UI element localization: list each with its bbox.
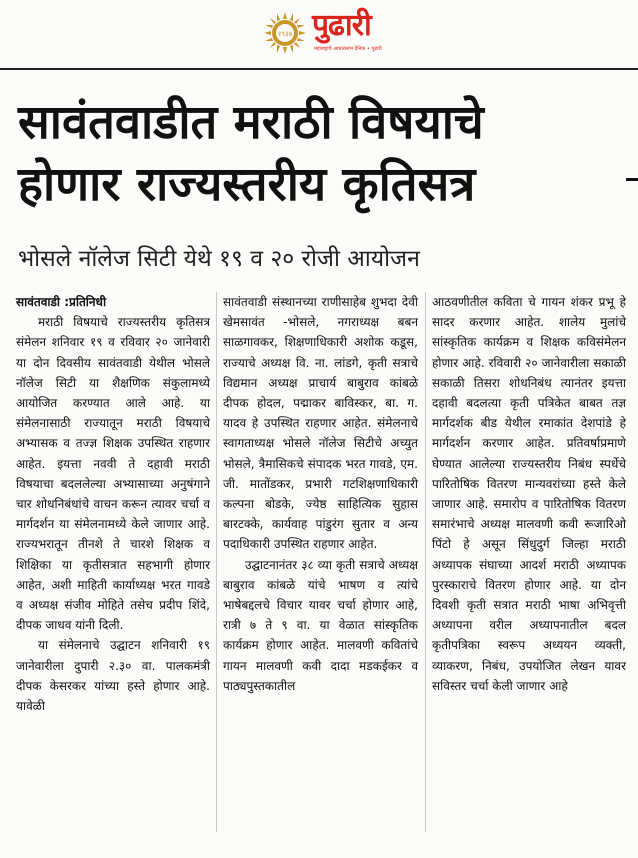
masthead-rule xyxy=(0,68,638,70)
column-divider xyxy=(425,292,426,832)
column-1-paragraph-2: या संमेलनाचे उद्घाटन शनिवारी १९ जानेवारीला दुपारी २.३० वा. पालकमंत्री दीपक केसरकर यांच्या हस्ते होणार आहे. यावेळी xyxy=(16,638,210,714)
edge-mark xyxy=(626,178,638,181)
column-divider xyxy=(216,292,217,832)
masthead xyxy=(0,0,638,66)
article-column-3 xyxy=(432,292,626,696)
column-2-paragraph-1: सावंतवाडी संस्थानच्या राणीसाहेब शुभदा देवी खेमसावंत -भोसले, नगराध्यक्ष बबन साळगावकर, शिक्षणाधिकारी अशोक कडूस, राज्याचे अध्यक्ष वि. ना. लांडगे, कृती सत्राचे विद्यमान अध्यक्ष प्राचार्य बाबुराव कांबळे दीपक होदल, पद्माकर बाविस्कर, बा. ग. यादव हे उपस्थित राहणार आहेत. संमेलनाचे स्वागताध्यक्ष भोसले नॉलेज सिटीचे अच्युत भोसले, त्रैमासिकचे संपादक भरत गावडे, एम. जी. मातोंडकर, प्रभारी गटशिक्षणाधिकारी कल्पना बोडके, ज्येष्ठ साहित्यिक सुहास बारटक्के, कार्यवाह पांडुरंग सुतार व अन्य पदाधिकारी उपस्थित राहणार आहेत. xyxy=(223,295,418,552)
column-3-paragraph-1: आठवणीतील कविता चे गायन शंकर प्रभू हे सादर करणार आहेत. शालेय मुलांचे सांस्कृतिक कार्यक्रम व शिक्षक कविसंमेलन होणार आहे. रविवारी २० जानेवारीला सकाळी सकाळी तिसरा शोधनिबंध त्यानंतर इयत्ता दहावी बदलत्या कृती पत्रिकेत बाबत तज्ञ मार्गदर्शक बीड येथील रमाकांत देशपांडे हे मार्गदर्शन करणार आहेत. प्रतिवर्षाप्रमाणे घेण्यात आलेल्या राज्यस्तरीय निबंध स्पर्धेचे पारितोषिक वितरण मान्यवरांच्या हस्ते केले जाणार आहे. समारोप व पारितोषिक वितरण समारंभाचे अध्यक्ष मालवणी कवी रूजारिओ पिंटो हे असून सिंधुदुर्ग जिल्हा मराठी अध्यापक संघाच्या आदर्श मराठी अध्यापक पुरस्काराचे वितरण होणार आहे. या दोन दिवशी कृती सत्रात मराठी भाषा अभिवृत्ती अध्यापना वरील अध्यापनातील बदल कृतीपत्रिका स्वरूप अध्ययन व्यक्ती, व्याकरण, निबंध, उपयोजित लेखन यावर सविस्तर चर्चा केली जाणार आहे xyxy=(432,295,626,693)
seal-year: १९३७ xyxy=(277,30,293,38)
column-2-paragraph-2: उद्घाटनानंतर ३८ व्या कृती सत्राचे अध्यक्ष बाबुराव कांबळे यांचे भाषण व त्यांचे भाषेबद्दलचे विचार यावर चर्चा होणार आहे, रात्री ७ ते ९ वा. या वेळात सांस्कृतिक कार्यक्रम होणार आहेत. मालवणी कवितांचे गायन मालवणी कवी दादा मडकईकर व पाठ्यपुस्तकातील xyxy=(223,557,418,693)
newspaper-seal-icon xyxy=(262,10,308,56)
article-subhead: भोसले नॉलेज सिटी येथे १९ व २० रोजी आयोजन xyxy=(18,246,420,272)
article-column-2 xyxy=(223,292,418,696)
brand-tagline: महाराष्ट्राचे आधारस्तंभ दैनिक • पुढारी xyxy=(314,46,382,52)
headline-line-1: सावंतवाडीत मराठी विषयाचे xyxy=(18,95,484,150)
column-1-paragraph-1: मराठी विषयाचे राज्यस्तरीय कृतिसत्र संमेलन शनिवार १९ व रविवार २० जानेवारी या दोन दिवसीय सावंतवाडी येथील भोसले नॉलेज सिटी या शैक्षणिक संकुलामध्ये आयोजित करण्यात आले आहे. या संमेलनासाठी राज्यातून मराठी विषयाचे अभ्यासक व तज्ज्ञ शिक्षक उपस्थित राहणार आहेत. इयत्ता नववी ते दहावी मराठी विषयाचा बदललेल्या अभ्यासाच्या अनुषंगाने चार शोधनिबंधांचे वाचन करून त्यावर चर्चा व मार्गदर्शन या संमेलनामध्ये केले जाणार आहे. राज्यभरातून तीनशे ते चारशे शिक्षक व शिक्षिका या कृतीसत्रात सहभागी होणार आहेत, अशी माहिती कार्याध्यक्ष भरत गावडे व अध्यक्ष संजीव मोहिते तसेच प्रदीप शिंदे, दीपक जाधव यांनी दिली. xyxy=(16,315,210,633)
headline-line-2: होणार राज्यस्तरीय कृतिसत्र xyxy=(18,157,476,212)
newspaper-brand: पुढारी xyxy=(312,8,371,43)
article-column-1 xyxy=(16,292,210,716)
dateline: सावंतवाडी :प्रतिनिधी xyxy=(16,295,107,309)
article-headline xyxy=(18,92,618,216)
